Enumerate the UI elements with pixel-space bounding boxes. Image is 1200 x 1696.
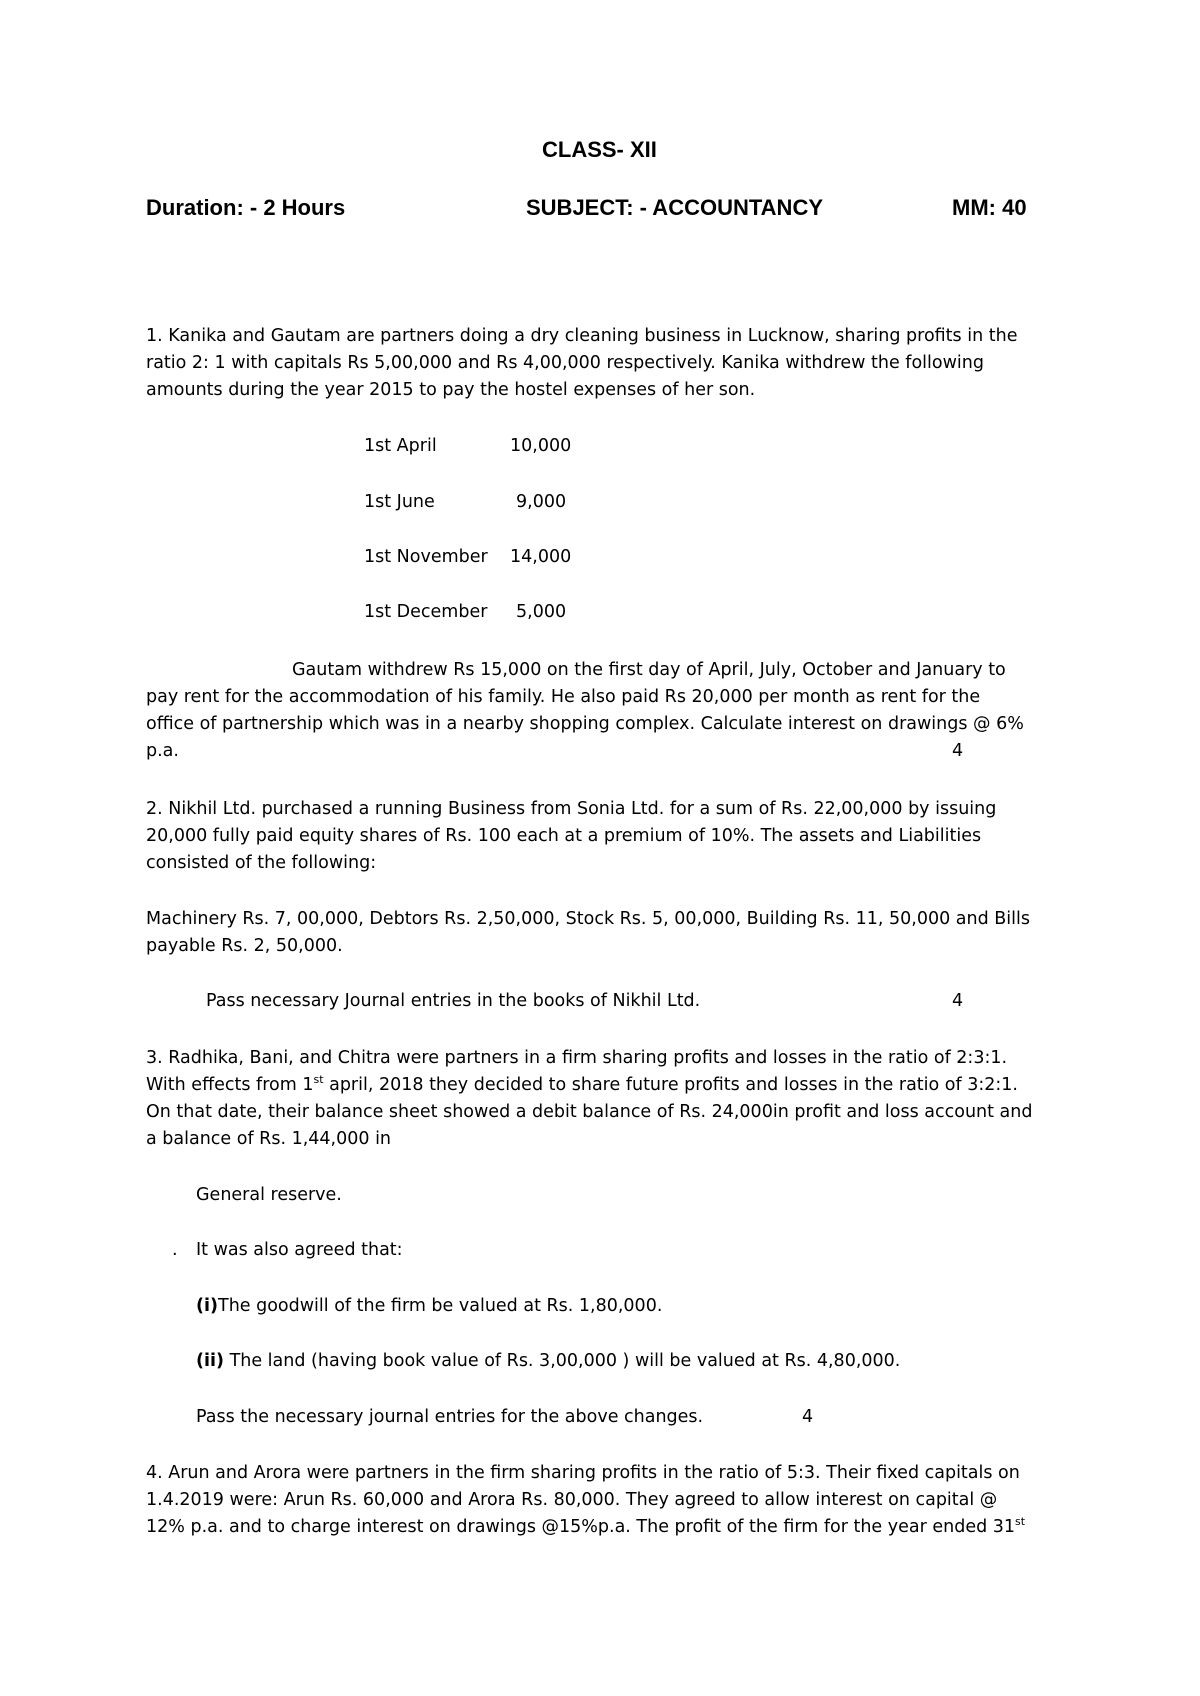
q3-line3: On that date, their balance sheet showed a debit balance of Rs. 24,000in profit and loss account and [146,1102,1033,1122]
q3-instruction: Pass the necessary journal entries for the above changes. [196,1407,704,1427]
q3-item2-label: (ii) [196,1351,224,1371]
drawing-date: 1st December [364,602,488,622]
q3-item2: (ii) The land (having book value of Rs. 3,00,000 ) will be valued at Rs. 4,80,000. [196,1351,901,1371]
drawing-amount: 14,000 [510,547,572,567]
max-marks-label: MM: 40 [952,195,1027,220]
q1-number: 1. [146,326,163,346]
drawing-date: 1st April [364,436,437,456]
q4-number: 4. [146,1463,163,1483]
q2-line3: consisted of the following: [146,853,377,873]
drawing-amount: 5,000 [516,602,567,622]
q3-marks: 4 [802,1407,814,1427]
q3-line1: 3. Radhika, Bani, and Chitra were partners in a firm sharing profits and losses in the ratio of 2:3:1. [146,1048,1008,1068]
drawing-amount: 9,000 [516,492,567,512]
q2-assets-line2: payable Rs. 2, 50,000. [146,936,343,956]
q3-number: 3. [146,1048,163,1068]
q2-instruction: Pass necessary Journal entries in the books of Nikhil Ltd. [206,991,701,1011]
q1-line1: 1. Kanika and Gautam are partners doing a dry cleaning business in Lucknow, sharing profits in the [146,326,1018,346]
q3-line5: General reserve. [196,1185,342,1205]
duration-label: Duration: - 2 Hours [146,195,346,220]
q3-line4: a balance of Rs. 1,44,000 in [146,1129,392,1149]
q2-marks: 4 [952,991,964,1011]
q4-line1: 4. Arun and Arora were partners in the firm sharing profits in the ratio of 5:3. Their fixed capitals on [146,1463,1020,1483]
class-label: CLASS- XII [542,137,657,162]
q1-para2-line2: pay rent for the accommodation of his family. He also paid Rs 20,000 per month as rent for the [146,687,981,707]
q3-item1: (i)The goodwill of the firm be valued at Rs. 1,80,000. [196,1296,663,1316]
q3-line2: With effects from 1st april, 2018 they decided to share future profits and losses in the ratio of 3:2:1. [146,1073,1018,1095]
drawing-date: 1st November [364,547,488,567]
subject-label: SUBJECT: - ACCOUNTANCY [526,195,823,220]
q1-marks: 4 [952,741,964,761]
q2-line1: 2. Nikhil Ltd. purchased a running Business from Sonia Ltd. for a sum of Rs. 22,00,000 by issuing [146,799,997,819]
q1-line2: ratio 2: 1 with capitals Rs 5,00,000 and Rs 4,00,000 respectively. Kanika withdrew the following [146,353,984,373]
q4-line3: 12% p.a. and to charge interest on drawings @15%p.a. The profit of the firm for the year ended 31st [146,1515,1026,1537]
drawing-amount: 10,000 [510,436,572,456]
q4-line2: 1.4.2019 were: Arun Rs. 60,000 and Arora Rs. 80,000. They agreed to allow interest on capital @ [146,1490,998,1510]
q2-line2: 20,000 fully paid equity shares of Rs. 100 each at a premium of 10%. The assets and Liabilities [146,826,982,846]
q2-number: 2. [146,799,163,819]
drawing-date: 1st June [364,492,435,512]
q3-agreed: It was also agreed that: [196,1240,403,1260]
q1-line3: amounts during the year 2015 to pay the hostel expenses of her son. [146,380,756,400]
q2-assets-line1: Machinery Rs. 7, 00,000, Debtors Rs. 2,50,000, Stock Rs. 5, 00,000, Building Rs. 11, 50,000 and Bills [146,909,1030,929]
q1-para2-line4: p.a. [146,741,179,761]
q3-item1-label: (i) [196,1296,218,1316]
q1-para2-line3: office of partnership which was in a nearby shopping complex. Calculate interest on drawings @ 6% [146,714,1024,734]
q3-bullet: . [172,1240,178,1260]
q1-para2-line1: Gautam withdrew Rs 15,000 on the first day of April, July, October and January to [292,660,1006,680]
